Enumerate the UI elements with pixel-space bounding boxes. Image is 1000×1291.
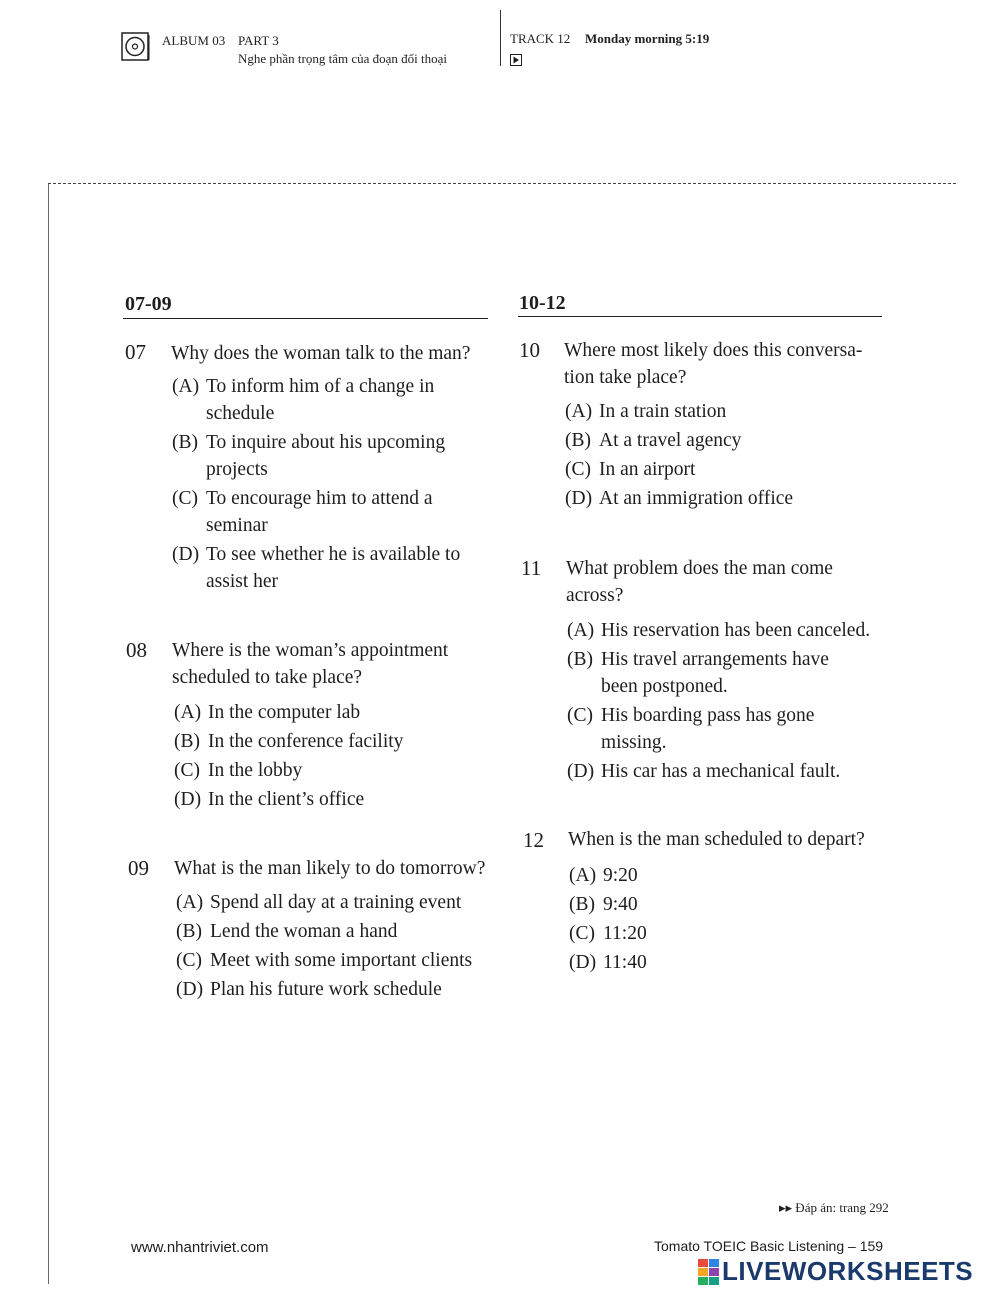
option-08-b[interactable]: (B) In the conference facility	[174, 731, 404, 752]
question-10-options	[565, 398, 885, 512]
question-08-text: Where is the woman’s appointment scheduled to take place?	[172, 640, 449, 688]
question-12-text: When is the man scheduled to depart?	[568, 829, 865, 850]
question-09-options	[176, 889, 506, 1003]
section-rule	[518, 316, 882, 317]
option-10-c[interactable]: (C) In an airport	[565, 459, 696, 480]
option-08-c[interactable]: (C) In the lobby	[174, 760, 303, 781]
cd-icon	[121, 32, 151, 62]
question-09-text: What is the man likely to do tomorrow?	[174, 858, 486, 879]
question-number-11: 11	[521, 556, 542, 580]
question-number-09: 09	[128, 856, 149, 880]
option-12-b[interactable]: (B) 9:40	[569, 894, 638, 915]
website-link[interactable]: www.nhantriviet.com	[131, 1239, 269, 1256]
option-09-b[interactable]: (B) Lend the woman a hand	[176, 921, 398, 942]
option-09-c[interactable]: (C) Meet with some important clients	[176, 950, 473, 971]
header-subtitle: Nghe phần trọng tâm của đoạn đối thoại	[238, 51, 448, 66]
answer-reference: ▸▸ Đáp án: trang 292	[779, 1200, 889, 1215]
option-11-b[interactable]: (B) His travel arrangements have been postponed.	[567, 649, 829, 697]
question-07-options	[172, 373, 492, 595]
liveworksheets-wordmark: LIVEWORKSHEETS	[722, 1256, 974, 1286]
option-10-a[interactable]: (A) In a train station	[565, 401, 727, 422]
option-12-d[interactable]: (D) 11:40	[569, 952, 647, 973]
track-time: Monday morning 5:19	[585, 31, 710, 46]
section-title-07-09: 07-09	[125, 293, 172, 315]
option-11-a[interactable]: (A) His reservation has been canceled.	[567, 620, 871, 641]
question-number-10: 10	[519, 338, 540, 362]
question-number-07: 07	[125, 340, 146, 364]
option-10-b[interactable]: (B) At a travel agency	[565, 430, 742, 451]
question-12-options	[569, 862, 769, 976]
question-11-options	[567, 617, 897, 785]
part-label: PART 3	[238, 33, 279, 48]
liveworksheets-brand[interactable]	[698, 1256, 973, 1287]
liveworksheets-logo-icon	[698, 1259, 720, 1285]
option-11-c[interactable]: (C) His boarding pass has gone missing.	[567, 705, 815, 753]
left-margin-line	[48, 184, 49, 1284]
track-label: TRACK 12	[510, 31, 571, 46]
option-09-a[interactable]: (A) Spend all day at a training event	[176, 892, 462, 913]
option-08-d[interactable]: (D) In the client’s office	[174, 789, 365, 810]
question-11-text: What problem does the man come across?	[566, 558, 833, 606]
option-10-d[interactable]: (D) At an immigration office	[565, 488, 794, 509]
question-07-text: Why does the woman talk to the man?	[171, 343, 471, 364]
section-rule	[123, 318, 488, 319]
option-07-b[interactable]: (B) To inquire about his upcoming projects	[172, 432, 446, 480]
page-info: Tomato TOEIC Basic Listening – 159	[654, 1238, 884, 1254]
section-title-10-12: 10-12	[519, 292, 566, 314]
question-08-options	[174, 699, 494, 813]
play-icon[interactable]	[510, 51, 522, 63]
album-label: ALBUM 03	[162, 33, 226, 48]
option-07-a[interactable]: (A) To inform him of a change in schedule	[172, 376, 435, 424]
option-07-d[interactable]: (D) To see whether he is available to assist her	[172, 544, 461, 592]
option-12-c[interactable]: (C) 11:20	[569, 923, 647, 944]
question-number-12: 12	[523, 828, 544, 852]
option-09-d[interactable]: (D) Plan his future work schedule	[176, 979, 442, 1000]
question-10-text: Where most likely does this conversa- tion take place?	[564, 340, 863, 388]
option-08-a[interactable]: (A) In the computer lab	[174, 702, 361, 723]
option-07-c[interactable]: (C) To encourage him to attend a seminar	[172, 488, 433, 536]
question-number-08: 08	[126, 638, 147, 662]
header-divider	[500, 10, 501, 66]
option-11-d[interactable]: (D) His car has a mechanical fault.	[567, 761, 841, 782]
dashed-separator	[48, 183, 956, 184]
option-12-a[interactable]: (A) 9:20	[569, 865, 638, 886]
